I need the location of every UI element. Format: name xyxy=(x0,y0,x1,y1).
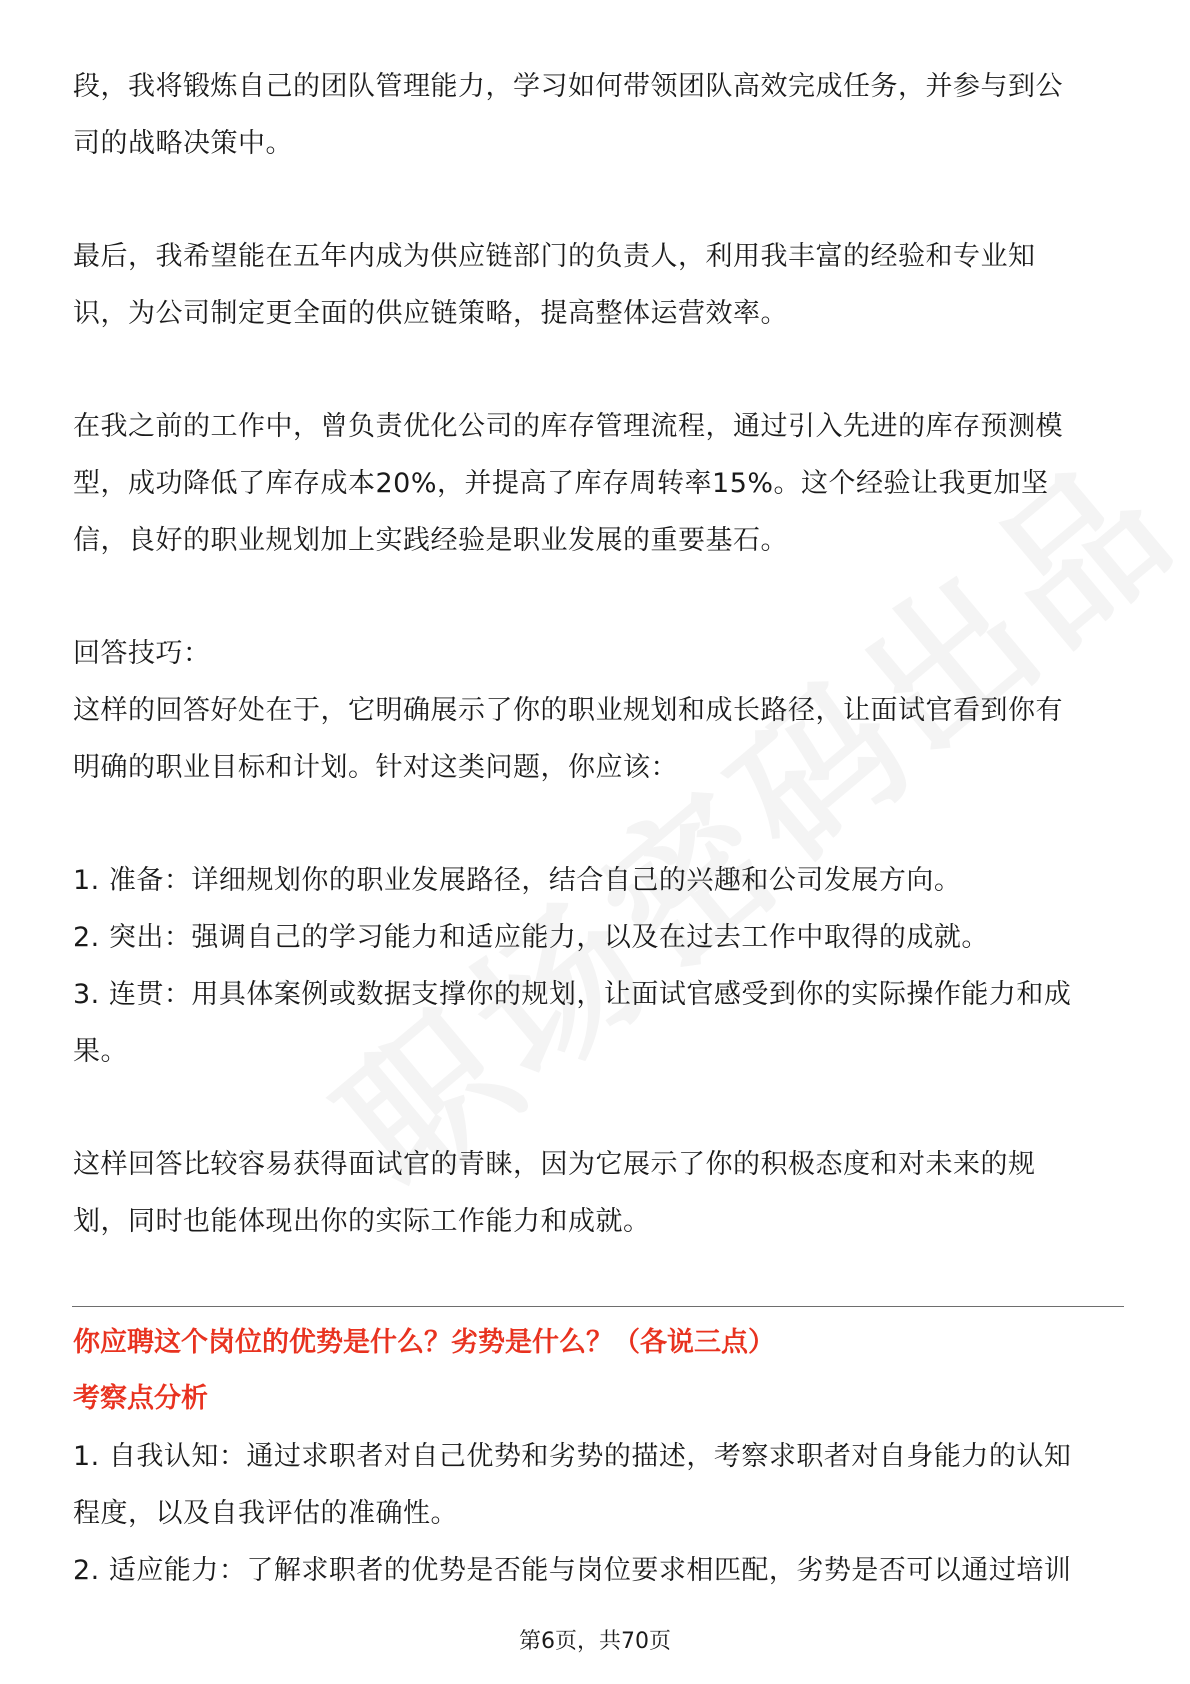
paragraph-line: 段，我将锻炼自己的团队管理能力，学习如何带领团队高效完成任务，并参与到公 xyxy=(73,71,1063,102)
paragraph-line: 信，良好的职业规划加上实践经验是职业发展的重要基石。 xyxy=(73,525,788,556)
list-item: 1. 自我认知：通过求职者对自己优势和劣势的描述，考察求职者对自身能力的认知 xyxy=(73,1441,1072,1472)
tips-label: 回答技巧： xyxy=(73,638,211,669)
list-item: 2. 突出：强调自己的学习能力和适应能力，以及在过去工作中取得的成就。 xyxy=(73,922,989,953)
page-number: 第6页，共70页 xyxy=(519,1629,671,1654)
paragraph-line: 划，同时也能体现出你的实际工作能力和成就。 xyxy=(73,1206,651,1237)
paragraph-line: 识，为公司制定更全面的供应链策略，提高整体运营效率。 xyxy=(73,298,788,329)
paragraph-gap xyxy=(73,342,1123,398)
paragraph-gap xyxy=(73,796,1123,852)
paragraph-line: 明确的职业目标和计划。针对这类问题，你应该： xyxy=(73,752,678,783)
paragraph-line: 司的战略决策中。 xyxy=(73,128,293,159)
body-content xyxy=(73,58,1123,1250)
paragraph-line: 型，成功降低了库存成本20%，并提高了库存周转率15%。这个经验让我更加坚 xyxy=(73,468,1049,499)
analysis-list xyxy=(73,1428,1123,1599)
paragraph-gap xyxy=(73,1080,1123,1136)
question-title: 你应聘这个岗位的优势是什么？劣势是什么？（各说三点） xyxy=(73,1327,775,1358)
paragraph-line: 在我之前的工作中，曾负责优化公司的库存管理流程，通过引入先进的库存预测模 xyxy=(73,411,1063,442)
list-item: 2. 适应能力：了解求职者的优势是否能与岗位要求相匹配，劣势是否可以通过培训 xyxy=(73,1555,1072,1586)
list-item: 果。 xyxy=(73,1036,128,1067)
list-item: 1. 准备：详细规划你的职业发展路径，结合自己的兴趣和公司发展方向。 xyxy=(73,865,962,896)
paragraph-line: 这样回答比较容易获得面试官的青睐，因为它展示了你的积极态度和对未来的规 xyxy=(73,1149,1036,1180)
list-item: 3. 连贯：用具体案例或数据支撑你的规划，让面试官感受到你的实际操作能力和成 xyxy=(73,979,1072,1010)
paragraph-gap xyxy=(73,569,1123,625)
analysis-heading: 考察点分析 xyxy=(73,1383,208,1414)
paragraph-gap xyxy=(73,172,1123,228)
paragraph-line: 这样的回答好处在于，它明确展示了你的职业规划和成长路径，让面试官看到你有 xyxy=(73,695,1063,726)
paragraph-line: 最后，我希望能在五年内成为供应链部门的负责人，利用我丰富的经验和专业知 xyxy=(73,241,1036,272)
section-divider xyxy=(72,1306,1124,1307)
list-item: 程度，以及自我评估的准确性。 xyxy=(73,1498,458,1529)
